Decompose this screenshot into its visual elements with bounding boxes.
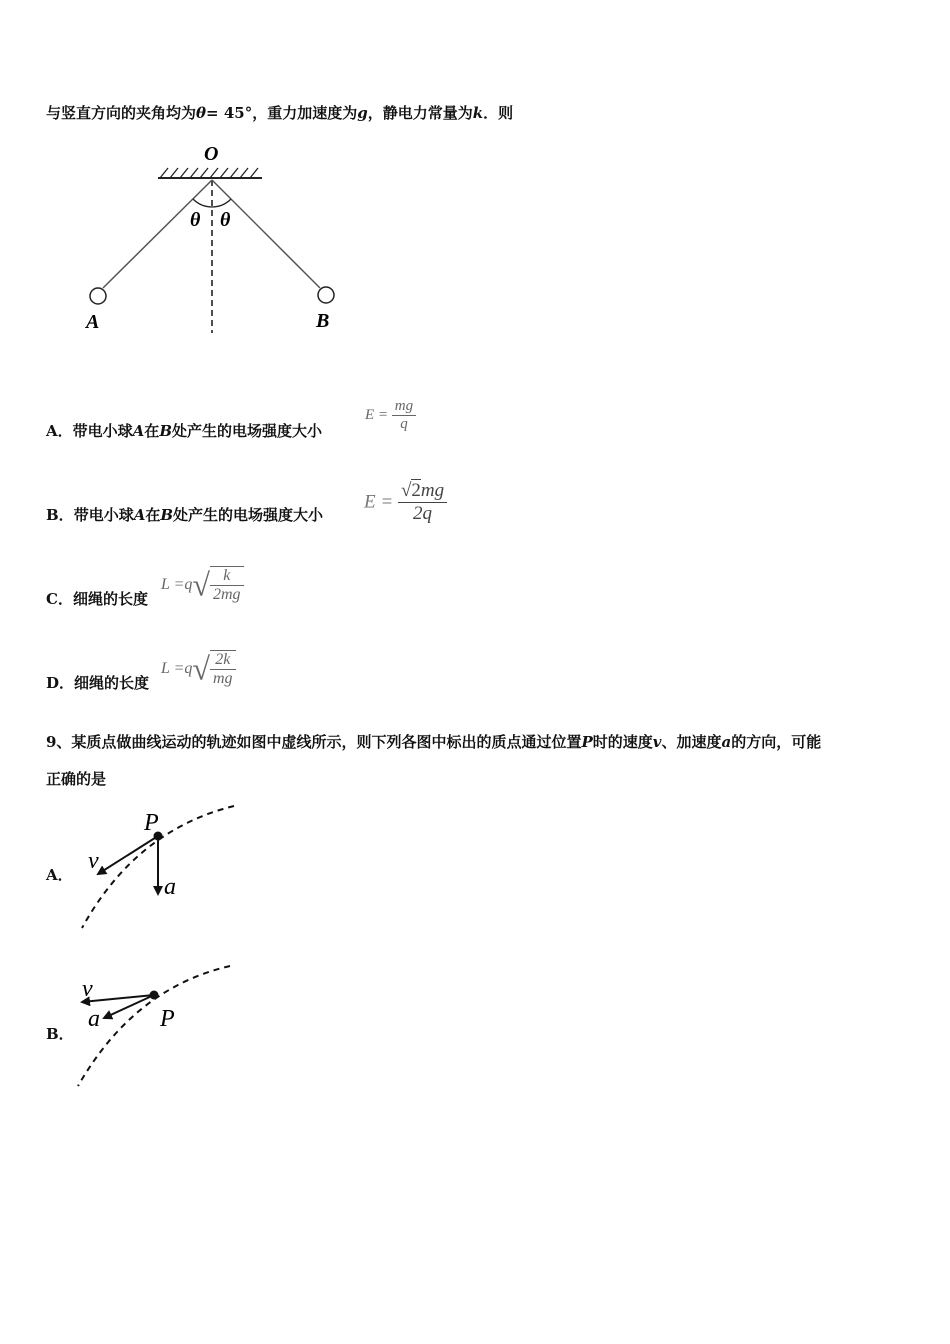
option-text: 处产生的电场强度大小 — [172, 422, 323, 440]
formula-lhs: E = — [364, 491, 394, 513]
v-symbol: v — [652, 733, 662, 751]
option-letter: A． — [46, 422, 73, 440]
sqrt-radicand: 2 — [411, 480, 421, 501]
fraction — [398, 480, 447, 525]
p-symbol: P — [581, 733, 593, 751]
intro-mid1: ，重力加速度为 — [252, 104, 358, 122]
option-letter: C． — [46, 590, 73, 608]
a-label: a — [164, 874, 176, 900]
fraction — [210, 650, 236, 688]
intro-prefix: 与竖直方向的夹角均为 — [46, 104, 197, 122]
denominator: q — [400, 416, 408, 432]
a-label: a — [88, 1006, 100, 1032]
formula-d: L =q√ $\frac{2k}{mg}$ — [161, 650, 236, 688]
b-label: B — [316, 310, 330, 332]
q9-text: 9、某质点做曲线运动的轨迹如图中虚线所示，则下列各图中标出的质点通过位置 — [46, 733, 582, 751]
fraction — [210, 566, 244, 604]
denominator: mg — [212, 670, 233, 687]
q9-line-2: 正确的是 — [46, 770, 107, 788]
formula-a — [365, 398, 416, 433]
a-label: A — [86, 311, 100, 333]
numerator: mg — [394, 398, 414, 414]
velocity-arrow — [98, 836, 158, 874]
option-letter: B． — [46, 506, 74, 524]
theta-right-label: θ — [220, 209, 231, 231]
option-text: 带电小球 — [72, 422, 133, 440]
string-a — [103, 180, 212, 288]
numerator: k — [223, 567, 231, 584]
k-symbol: k — [472, 104, 484, 122]
a-symbol: a — [721, 733, 732, 751]
q8-option-c — [46, 588, 148, 609]
formula-b — [364, 480, 447, 525]
formula-lhs: L =q — [161, 660, 193, 677]
option-text: 处产生的电场强度大小 — [173, 506, 324, 524]
numerator: √2mg — [400, 480, 445, 501]
q9-figure-a — [76, 800, 246, 935]
angle-arc-right — [212, 199, 231, 207]
theta-symbol: θ — [196, 104, 207, 122]
numerator: 2k — [215, 651, 231, 668]
q9-line-1 — [46, 731, 821, 752]
ceiling-hatch — [160, 168, 258, 178]
q8-option-a — [46, 420, 322, 441]
formula-lhs: E = — [365, 407, 389, 423]
intro-line — [46, 102, 513, 123]
ball-a — [90, 288, 106, 304]
intro-suffix: ．则 — [483, 104, 514, 122]
option-text: 在 — [144, 422, 160, 440]
denominator: 2mg — [212, 586, 241, 603]
option-text: 细绳的长度 — [72, 590, 148, 608]
q9-figure-b — [74, 958, 244, 1093]
q9-text: 的方向，可能 — [731, 733, 822, 751]
intro-mid2: ，静电力常量为 — [367, 104, 473, 122]
var-a: A — [133, 506, 146, 524]
q9-option-a: A． — [46, 866, 73, 884]
var-b: B — [160, 506, 174, 524]
p-label: P — [160, 1006, 175, 1032]
denominator: 2q — [413, 503, 433, 524]
formula-lhs: L =q — [161, 576, 193, 593]
p-label: P — [144, 810, 159, 836]
q8-option-d — [46, 672, 149, 693]
option-letter: D． — [46, 674, 75, 692]
numerator-rest: mg — [420, 480, 445, 501]
v-label: v — [82, 976, 93, 1002]
option-text: 带电小球 — [73, 506, 134, 524]
q8-option-b — [46, 504, 323, 525]
trajectory-dashed — [78, 966, 230, 1086]
g-symbol: g — [357, 104, 368, 122]
string-b — [212, 180, 320, 288]
pendulum-figure — [80, 138, 370, 338]
theta-value: = 45° — [206, 104, 253, 122]
theta-left-label: θ — [190, 209, 201, 231]
var-b: B — [159, 422, 172, 440]
option-text: 在 — [145, 506, 161, 524]
o-label: O — [204, 143, 219, 165]
ball-b — [318, 287, 334, 303]
formula-c: L =q√ $\frac{k}{2mg}$ — [161, 566, 244, 604]
q9-text: 时的速度 — [592, 733, 653, 751]
var-a: A — [132, 422, 145, 440]
fraction — [392, 398, 416, 433]
angle-arc-left — [193, 199, 212, 207]
option-text: 细绳的长度 — [74, 674, 150, 692]
v-label: v — [88, 848, 99, 874]
q9-text: 、加速度 — [661, 733, 722, 751]
q9-option-b: B． — [46, 1025, 74, 1043]
